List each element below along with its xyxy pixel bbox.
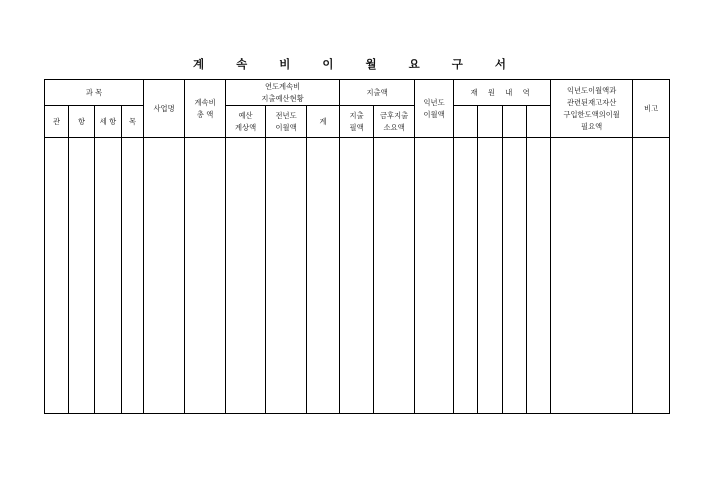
- cell-funding-4[interactable]: [527, 138, 551, 414]
- cell-future-expenditure[interactable]: [374, 138, 415, 414]
- header-inventory-carryover-required: 익년도이월액과 관련된재고자산 구입한도액의이월 필요액: [551, 80, 633, 138]
- carryover-request-table: [44, 79, 670, 414]
- cell-hang[interactable]: [69, 138, 95, 414]
- header-future-expenditure: 금후지출 소요액: [374, 106, 415, 138]
- funding-col-2: [478, 106, 503, 138]
- header-next-year-carryover: 익년도 이월액: [415, 80, 454, 138]
- cell-total[interactable]: [307, 138, 340, 414]
- header-continuing-total: 계속비 총 액: [185, 80, 226, 138]
- cell-funding-3[interactable]: [503, 138, 527, 414]
- header-remarks: 비고: [633, 80, 670, 138]
- cell-expenditure-required[interactable]: [340, 138, 374, 414]
- cell-continuing-total[interactable]: [185, 138, 226, 414]
- header-prev-year-carryover: 전년도 이월액: [266, 106, 307, 138]
- header-gwan: 관: [45, 106, 69, 138]
- cell-mok[interactable]: [122, 138, 144, 414]
- header-mok: 목: [122, 106, 144, 138]
- header-expenditure-required: 지출 필액: [340, 106, 374, 138]
- cell-budget-amount[interactable]: [226, 138, 266, 414]
- header-expenditure: 지출액: [340, 80, 415, 106]
- header-gwamok: 과 목: [45, 80, 144, 106]
- header-hang: 항: [69, 106, 95, 138]
- cell-sehang[interactable]: [95, 138, 122, 414]
- header-funding-details: 재 원 내 역: [454, 80, 551, 106]
- cell-remarks[interactable]: [633, 138, 670, 414]
- header-business-name: 사업명: [144, 80, 185, 138]
- cell-gwan[interactable]: [45, 138, 69, 414]
- cell-funding-2[interactable]: [478, 138, 503, 414]
- funding-col-4: [527, 106, 551, 138]
- cell-inventory-carryover-required[interactable]: [551, 138, 633, 414]
- cell-business-name[interactable]: [144, 138, 185, 414]
- table-row: [45, 138, 670, 414]
- header-budget-amount: 예산 계상액: [226, 106, 266, 138]
- header-yearly-budget-status: 연도계속비 지출예산현황: [226, 80, 340, 106]
- header-total: 계: [307, 106, 340, 138]
- document-title: 계 속 비 이 월 요 구 서: [193, 57, 520, 71]
- cell-next-year-carryover[interactable]: [415, 138, 454, 414]
- cell-prev-year-carryover[interactable]: [266, 138, 307, 414]
- funding-col-1: [454, 106, 478, 138]
- cell-funding-1[interactable]: [454, 138, 478, 414]
- funding-col-3: [503, 106, 527, 138]
- header-sehang: 세 항: [95, 106, 122, 138]
